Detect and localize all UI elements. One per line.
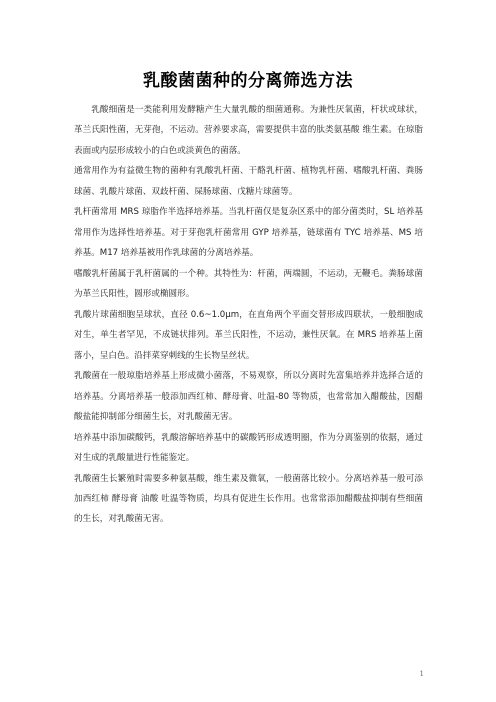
paragraph-6: 乳酸菌在一般琼脂培养基上形成微小菌落，不易观察，所以分离时先富集培养并选择合适的培养基。分离培养基一般添加西红柿、酵母膏、吐温-80 等物质，也常常加入醋酸盐，因醋酸盐能抑制部分细菌生长，对乳酸菌无害。: [74, 371, 423, 422]
paragraph-3: 乳杆菌常用 MRS 琼脂作半选择培养基。当乳杆菌仅是复杂区系中的部分菌类时，SL 培养基常用作为选择性培养基。对于芽孢乳杆菌常用 GYP 培养基，链球菌有 TYC 培养基、MS 培养基。M17 培养基被用作乳球菌的分离培养基。: [74, 207, 423, 259]
paragraph-2: 通常用作为有益微生物的菌种有乳酸乳杆菌、干酪乳杆菌、植物乳杆菌、嗜酸乳杆菌、粪肠球菌、乳酸片球菌、双歧杆菌、屎肠球菌、戊糖片球菌等。: [74, 166, 423, 197]
page-number: 1: [419, 670, 424, 678]
paragraph-4: 嗜酸乳杆菌属于乳杆菌属的一个种。其特性为：杆菌，两端圆，不运动，无鞭毛。粪肠球菌为革兰氏阳性，圆形或椭圆形。: [74, 268, 423, 300]
document-title: 乳酸菌菌种的分离筛选方法: [143, 71, 353, 91]
paragraph-7: 培养基中添加碳酸钙，乳酸溶解培养基中的碳酸钙形成透明圈，作为分离鉴别的依据，通过对生成的乳酸量进行性能鉴定。: [74, 432, 423, 464]
document-body: [74, 100, 423, 530]
paragraph-5: 乳酸片球菌细胞呈球状，直径 0.6~1.0μm，在直角两个平面交替形成四联状，一般细胞成对生，单生者罕见，不成链状排列。革兰氏阳性，不运动，兼性厌氧。在 MRS 培养基上菌落小，呈白色。沿拌菜穿刺线的生长物呈丝状。: [74, 309, 423, 361]
paragraph-8: 乳酸菌生长繁殖时需要多种氨基酸，维生素及微氧，一般菌落比较小。分离培养基一般可添加西红柿 酵母膏 油酸 吐温等物质，均具有促进生长作用。也常常添加醋酸盐抑制有些细菌的生长，对乳酸菌无害。: [74, 473, 423, 525]
paragraph-1: 乳酸细菌是一类能利用发酵糖产生大量乳酸的细菌通称。为兼性厌氧菌，杆状或球状，革兰氏阳性菌，无芽孢，不运动。营养要求高，需要提供丰富的肽类氨基酸 维生素。在琼脂表面或内层形成较小的白色或淡黄色的菌落。: [74, 105, 423, 156]
